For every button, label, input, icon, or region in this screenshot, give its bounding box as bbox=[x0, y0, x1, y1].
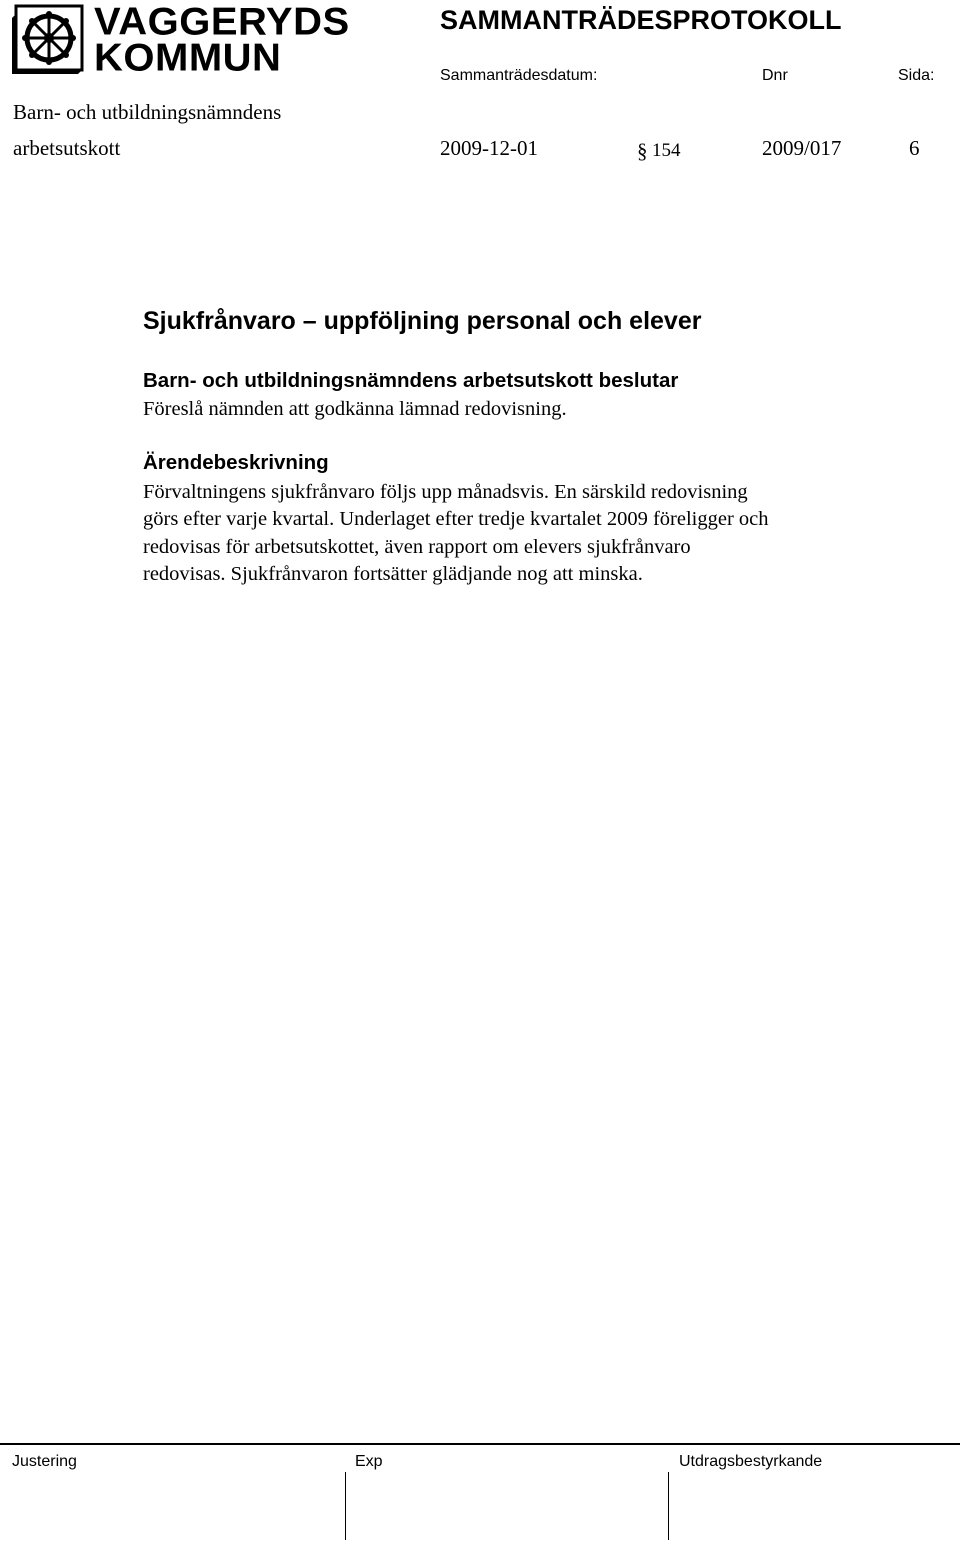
signature-divider bbox=[668, 1472, 669, 1540]
meeting-date-label: Sammanträdesdatum: bbox=[440, 67, 598, 84]
description-heading: Ärendebeskrivning bbox=[143, 451, 329, 474]
paragraph-number: 154 bbox=[652, 140, 681, 161]
page-number-value: 6 bbox=[909, 136, 920, 160]
committee-name-line2: arbetsutskott bbox=[13, 136, 121, 160]
description-paragraph bbox=[143, 479, 903, 588]
committee-name-line1: Barn- och utbildningsnämndens bbox=[13, 100, 282, 124]
decision-heading: Barn- och utbildningsnämndens arbetsutskott beslutar bbox=[143, 369, 679, 392]
description-line: redovisas för arbetsutskottet, även rapport om elevers sjukfrånvaro bbox=[143, 535, 691, 558]
decision-text: Föreslå nämnden att godkänna lämnad redovisning. bbox=[143, 398, 567, 420]
page-label: Sida: bbox=[898, 67, 935, 84]
footer-divider bbox=[0, 1443, 960, 1445]
meeting-date-value: 2009-12-01 bbox=[440, 136, 538, 160]
section-title: Sjukfrånvaro – uppföljning personal och elever bbox=[143, 307, 702, 335]
wheel-emblem-icon bbox=[12, 4, 88, 80]
exp-label: Exp bbox=[355, 1453, 383, 1470]
description-line: redovisas. Sjukfrånvaron fortsätter glädjande nog att minska. bbox=[143, 562, 643, 585]
dnr-value: 2009/017 bbox=[762, 136, 842, 160]
justering-label: Justering bbox=[12, 1453, 77, 1470]
description-line: Förvaltningens sjukfrånvaro följs upp månadsvis. En särskild redovisning bbox=[143, 481, 748, 503]
municipality-name-line2: KOMMUN bbox=[94, 36, 282, 80]
utdragsbestyrkande-label: Utdragsbestyrkande bbox=[679, 1453, 823, 1470]
municipality-name-line1: VAGGERYDS bbox=[94, 0, 350, 44]
paragraph-symbol: § bbox=[637, 139, 648, 163]
description-line: görs efter varje kvartal. Underlaget efter tredje kvartalet 2009 föreligger och bbox=[143, 508, 769, 531]
signature-divider bbox=[345, 1472, 346, 1540]
document-type-title: SAMMANTRÄDESPROTOKOLL bbox=[440, 5, 842, 35]
dnr-label: Dnr bbox=[762, 67, 788, 84]
